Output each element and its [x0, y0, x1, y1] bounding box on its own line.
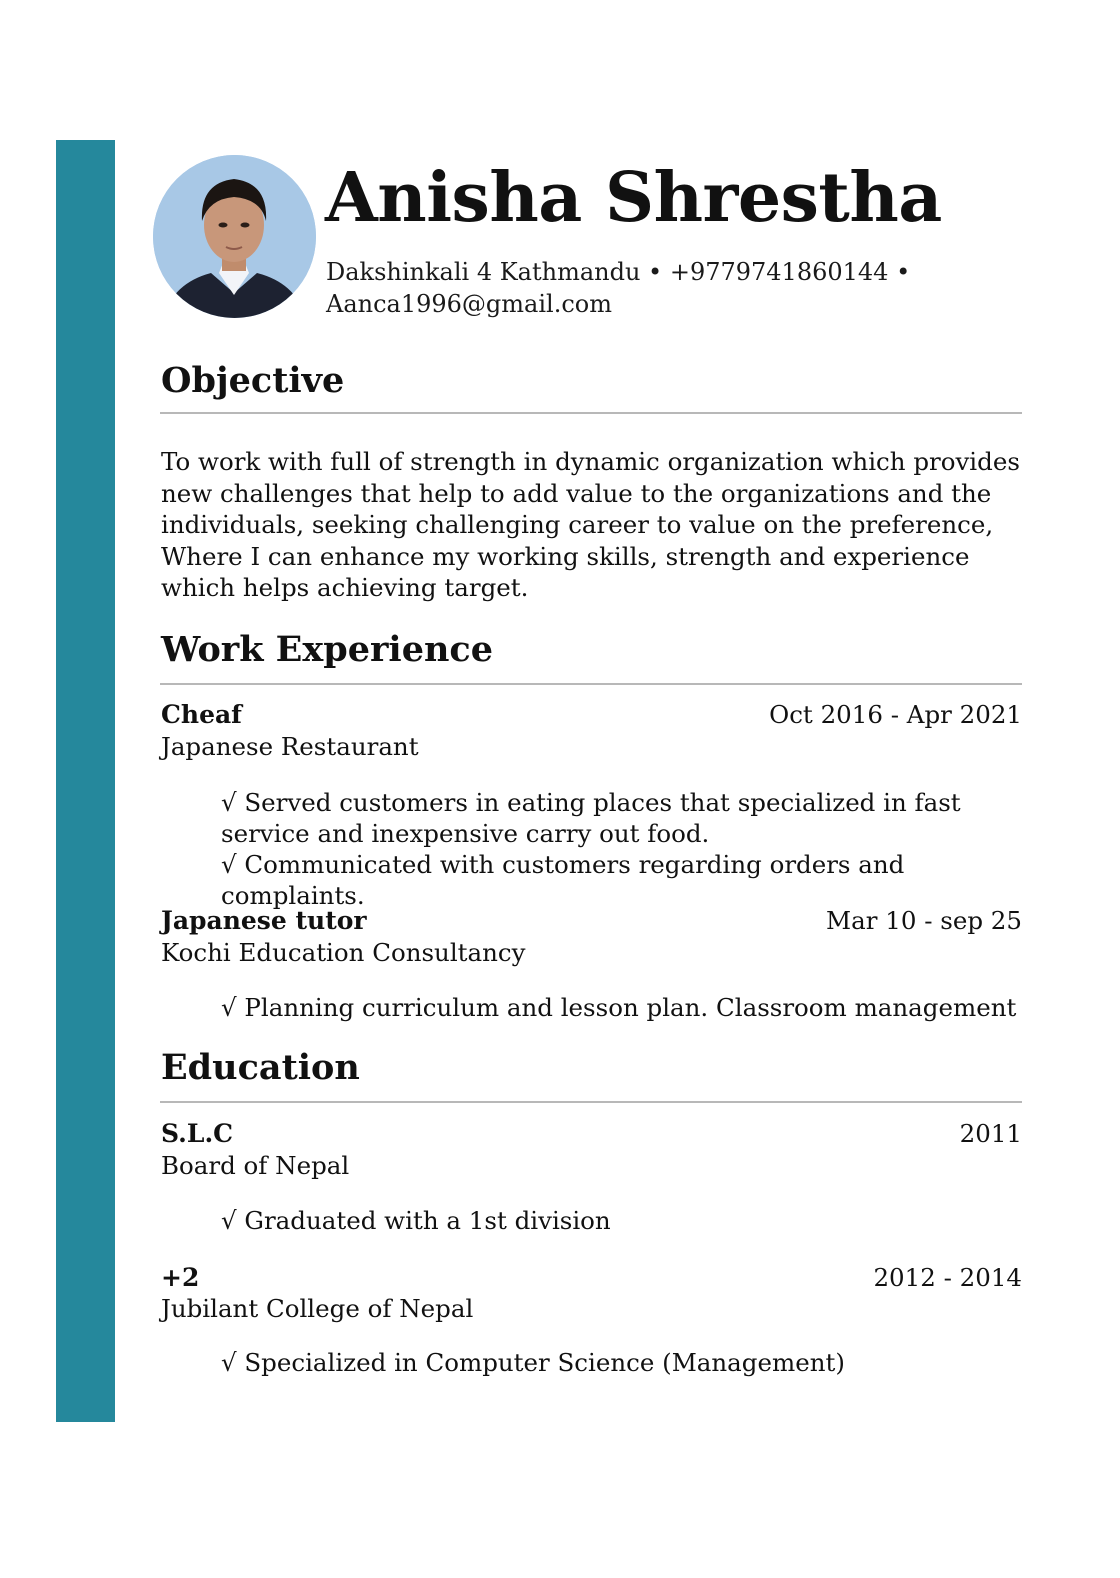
degree-dates: 2012 - 2014: [873, 1263, 1022, 1292]
education-divider: [160, 1101, 1022, 1103]
degree-title: +2: [161, 1263, 200, 1292]
job-duty-item: √ Served customers in eating places that specialized in fast service and inexpensive carry out food.: [221, 788, 961, 848]
degree-notes: [221, 1347, 1041, 1378]
institution: Jubilant College of Nepal: [161, 1294, 474, 1323]
job-dates: Oct 2016 - Apr 2021: [769, 700, 1022, 729]
degree-notes: [221, 1205, 1041, 1236]
degree-title: S.L.C: [161, 1119, 234, 1148]
job-title: Japanese tutor: [161, 906, 367, 935]
job-employer: Kochi Education Consultancy: [161, 938, 526, 967]
job-duties: [221, 787, 1041, 911]
institution: Board of Nepal: [161, 1151, 350, 1180]
objective-divider: [160, 412, 1022, 414]
job-duty-item: √ Planning curriculum and lesson plan. Classroom management: [221, 993, 1017, 1022]
job-duties: [221, 992, 1041, 1023]
avatar-illustration: [153, 155, 316, 318]
accent-bar: [56, 140, 115, 1422]
education-heading: Education: [161, 1047, 360, 1088]
profile-photo: [153, 155, 316, 318]
work-experience-heading: Work Experience: [161, 629, 493, 670]
job-duty-item: √ Communicated with customers regarding orders and complaints.: [221, 850, 905, 910]
degree-note-item: √ Specialized in Computer Science (Management): [221, 1348, 845, 1377]
job-employer: Japanese Restaurant: [161, 732, 419, 761]
objective-heading: Objective: [161, 360, 345, 401]
work-experience-divider: [160, 683, 1022, 685]
degree-dates: 2011: [959, 1119, 1022, 1148]
job-dates: Mar 10 - sep 25: [826, 906, 1022, 935]
degree-note-item: √ Graduated with a 1st division: [221, 1206, 611, 1235]
job-title: Cheaf: [161, 700, 242, 729]
objective-text: To work with full of strength in dynamic organization which provides new challenges that help to add value to the organizations and the individuals, seeking challenging career to value on the preference, Where I can enhance my working skills, strength and experience which helps achieving target.: [161, 447, 1020, 602]
contact-info: Dakshinkali 4 Kathmandu • +9779741860144 • Aanca1996@gmail.com: [326, 258, 911, 318]
candidate-name: Anisha Shrestha: [325, 158, 942, 238]
